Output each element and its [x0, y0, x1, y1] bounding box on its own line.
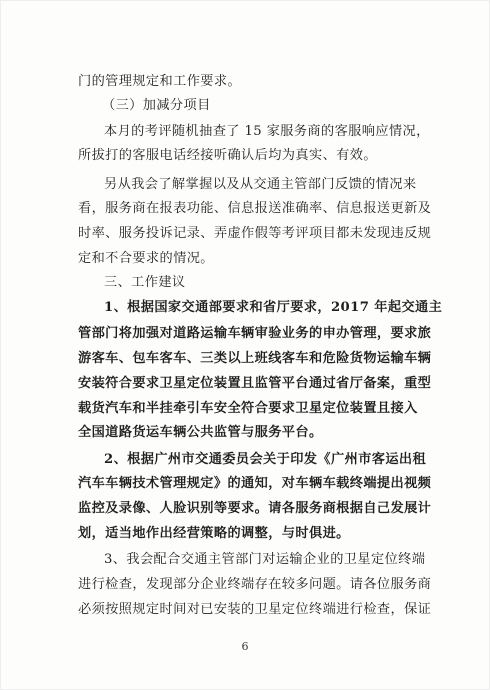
body-line: 载货汽车和半挂牵引车安全符合要求卫星定位装置且接入	[78, 401, 418, 416]
body-line: 本月的考评随机抽查了 15 家服务商的客服响应情况，	[104, 124, 430, 139]
body-line: 所拔打的客服电话经接听确认后均为真实、有效。	[78, 148, 377, 163]
body-line: 进行检查，发现部分企业终端存在较多问题。请各位服务商	[78, 577, 432, 592]
body-line: 监控及录像、人脸识别等要求。请各服务商根据自己发展计	[78, 501, 432, 516]
body-line: 安装符合要求卫星定位装置且监管平台通过省厅备案，重型	[78, 376, 432, 391]
section-heading: 三、工作建议	[104, 275, 186, 290]
page-number: 6	[241, 640, 249, 653]
body-line: 管部门将加强对道路运输车辆审验业务的申办管理，要求旅	[78, 326, 432, 341]
body-line: 全国道路货运车辆公共监管与服务平台。	[78, 425, 323, 440]
body-line: 划，适当地作出经营策略的调整，与时俱进。	[78, 526, 350, 541]
body-line: 必须按照规定时间对已安装的卫星定位终端进行检查，保证	[78, 602, 432, 617]
section-heading: （三）加减分项目	[102, 98, 211, 113]
body-line: 定和不合要求的情况。	[78, 251, 214, 266]
body-line: 1、根据国家交通部要求和省厅要求，2017 年起交通主	[104, 300, 443, 315]
body-line: 看，服务商在报表功能、信息报送准确率、信息报送更新及	[78, 201, 432, 216]
body-line: 游客车、包车客车、三类以上班线客车和危险货物运输车辆	[78, 351, 432, 366]
body-line: 汽车车辆技术管理规定》的通知，对车辆车载终端提出视频	[78, 476, 432, 491]
body-line: 时率、服务投诉记录、弄虚作假等考评项目都未发现违反规	[78, 226, 432, 241]
body-line: 3、我会配合交通主管部门对运输企业的卫星定位终端	[104, 552, 426, 567]
body-line: 门的管理规定和工作要求。	[78, 74, 242, 89]
body-line: 另从我会了解掌握以及从交通主管部门反馈的情况来	[104, 177, 417, 192]
body-line: 2、根据广州市交通委员会关于印发《广州市客运出租	[104, 452, 427, 467]
